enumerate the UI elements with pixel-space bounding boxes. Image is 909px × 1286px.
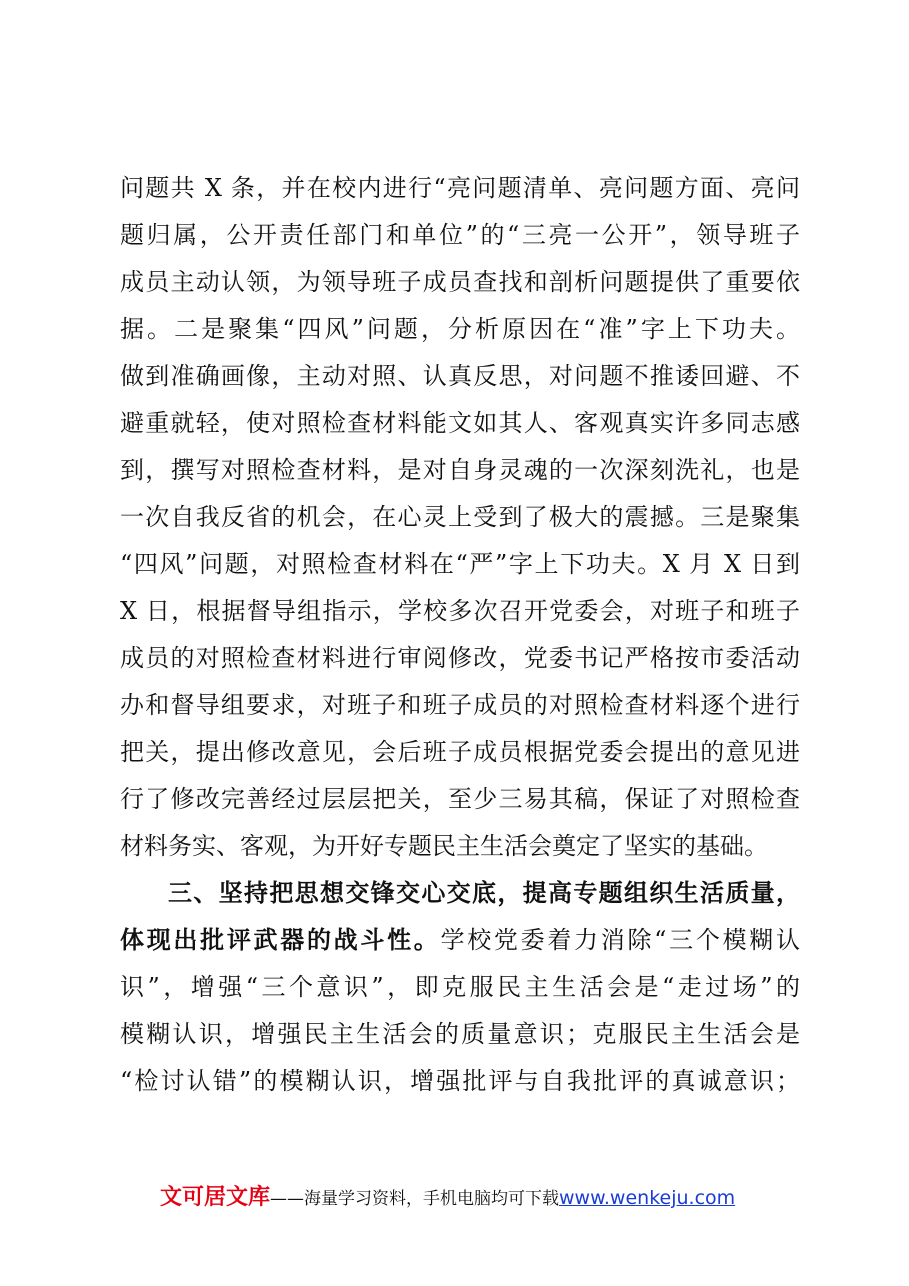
footer-tagline: ——海量学习资料，手机电脑均可下载 bbox=[270, 1189, 560, 1209]
section-heading-bold: 体现出批评武器的战斗性。 bbox=[120, 926, 441, 954]
paragraph-line: “四风”问题，对照检查材料在“严”字上下功夫。X 月 X 日到 bbox=[120, 550, 800, 578]
section-heading-continuation bbox=[120, 917, 800, 964]
paragraph-line: 一次自我反省的机会，在心灵上受到了极大的震撼。三是聚集 bbox=[120, 503, 800, 531]
paragraph-line: 成员主动认领，为领导班子成员查找和剖析问题提供了重要依 bbox=[120, 268, 800, 296]
paragraph-line: 办和督导组要求，对班子和班子成员的对照检查材料逐个进行 bbox=[120, 691, 800, 719]
paragraph-line: “检讨认错”的模糊认识，增强批评与自我批评的真诚意识； bbox=[120, 1067, 800, 1095]
paragraph-line: 成员的对照检查材料进行审阅修改，党委书记严格按市委活动 bbox=[120, 644, 800, 672]
paragraph-line: 避重就轻，使对照检查材料能文如其人、客观真实许多同志感 bbox=[120, 409, 800, 437]
footer-brand: 文可居文库 bbox=[160, 1185, 271, 1210]
paragraph-line: 行了修改完善经过层层把关，至少三易其稿，保证了对照检查 bbox=[120, 785, 800, 813]
paragraph-line: 做到准确画像，主动对照、认真反思，对问题不推诿回避、不 bbox=[120, 362, 800, 390]
footer-banner bbox=[160, 1180, 780, 1216]
paragraph-line: 到，撰写对照检查材料，是对自身灵魂的一次深刻洗礼，也是 bbox=[120, 456, 800, 484]
section-text: 学校党委着力消除“三个模糊认 bbox=[440, 926, 800, 954]
paragraph-line: 问题共 X 条，并在校内进行“亮问题清单、亮问题方面、亮问 bbox=[120, 174, 800, 202]
paragraph-line: 题归属，公开责任部门和单位”的“三亮一公开”，领导班子 bbox=[120, 221, 800, 249]
paragraph-line-last: 材料务实、客观，为开好专题民主生活会奠定了坚实的基础。 bbox=[120, 832, 768, 860]
document-body bbox=[120, 165, 800, 1105]
paragraph-line: 据。二是聚集“四风”问题，分析原因在“准”字上下功夫。 bbox=[120, 315, 800, 343]
paragraph-line: 识”，增强“三个意识”，即克服民主生活会是“走过场”的 bbox=[120, 973, 800, 1001]
paragraph-line: 把关，提出修改意见，会后班子成员根据党委会提出的意见进 bbox=[120, 738, 800, 766]
paragraph-line: X 日，根据督导组指示，学校多次召开党委会，对班子和班子 bbox=[120, 597, 800, 625]
footer-url-link[interactable]: www.wenkeju.com bbox=[559, 1187, 736, 1209]
paragraph-line: 模糊认识，增强民主生活会的质量意识；克服民主生活会是 bbox=[120, 1020, 800, 1048]
section-heading: 三、坚持把思想交锋交心交底，提高专题组织生活质量， bbox=[168, 879, 800, 907]
